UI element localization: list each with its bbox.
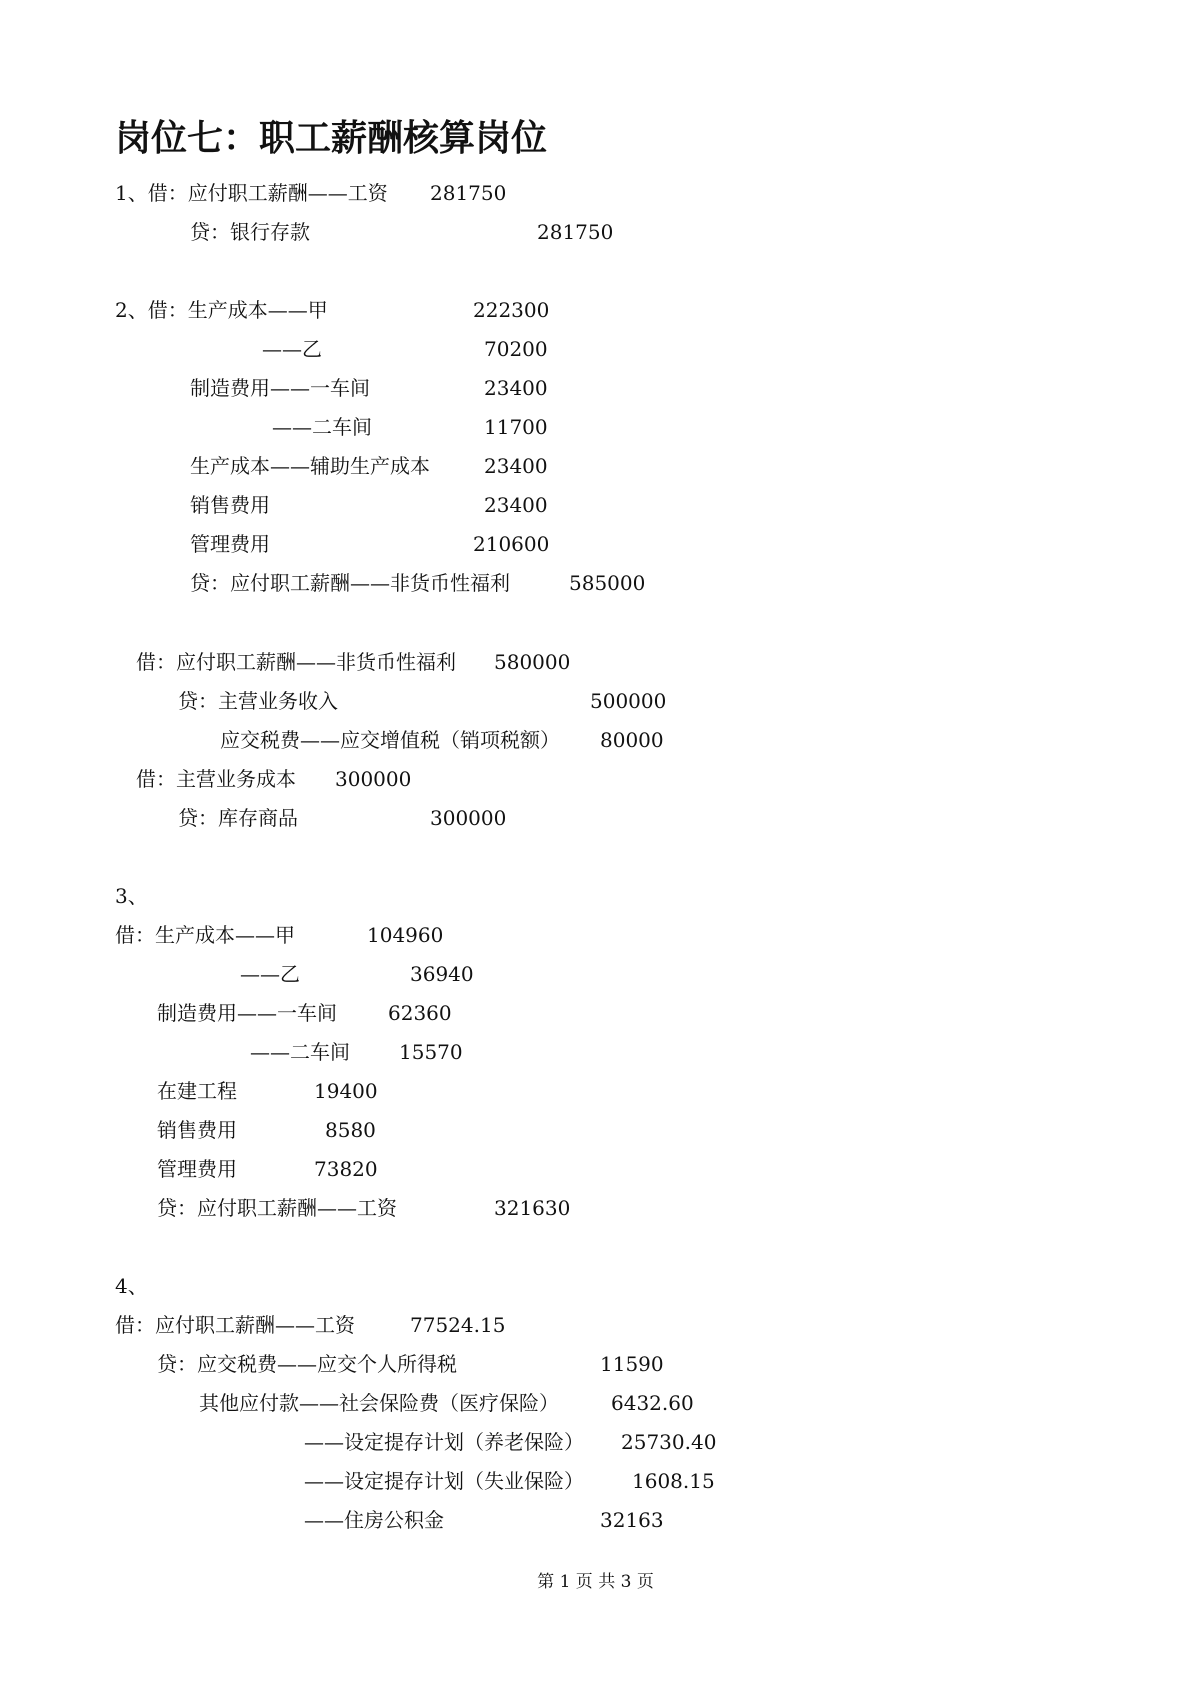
entry-3-line-6-amount: 8580 [325,1118,376,1142]
entry-3-line-2-label: ——乙 [240,962,300,986]
entry-2-line-3-amount: 23400 [484,376,548,400]
entry-1-credit-amount: 281750 [537,220,614,244]
entry-3-line-1-label: 借：生产成本——甲 [115,923,295,947]
entry-2-line-5-label: 生产成本——辅助生产成本 [190,454,430,478]
entry-4-line-6-amount: 32163 [600,1508,664,1532]
entry-2-line-11-amount: 80000 [600,728,664,752]
entry-2-line-13-amount: 300000 [430,806,507,830]
entry-4-line-6-label: ——住房公积金 [304,1508,444,1532]
entry-4-number: 4、 [115,1274,148,1298]
page-title: 岗位七：职工薪酬核算岗位 [115,117,548,159]
entry-3-line-7-label: 管理费用 [157,1157,237,1181]
entry-2-line-12-label: 借：主营业务成本 [136,767,296,791]
entry-3-line-7-amount: 73820 [314,1157,378,1181]
entry-2-line-7-label: 管理费用 [190,532,270,556]
entry-1-debit-amount: 281750 [430,181,507,205]
entry-4-line-5-amount: 1608.15 [632,1469,715,1493]
entry-2-line-9-amount: 580000 [494,650,571,674]
entry-4-line-2-amount: 11590 [600,1352,664,1376]
entry-4-line-3-amount: 6432.60 [611,1391,694,1415]
entry-3-number: 3、 [115,884,148,908]
entry-4-line-1-amount: 77524.15 [410,1313,506,1337]
entry-3-line-3-label: 制造费用——一车间 [157,1001,337,1025]
entry-2-line-1-amount: 222300 [473,298,550,322]
entry-4-line-3-label: 其他应付款——社会保险费（医疗保险） [199,1391,559,1415]
entry-2-line-6-amount: 23400 [484,493,548,517]
entry-2-line-6-label: 销售费用 [190,493,270,517]
entry-3-line-5-label: 在建工程 [157,1079,237,1103]
entry-3-line-8-amount: 321630 [494,1196,571,1220]
entry-2-line-2-amount: 70200 [484,337,548,361]
entry-3-line-8-label: 贷：应付职工薪酬——工资 [157,1196,397,1220]
entry-1-debit-label: 1、借：应付职工薪酬——工资 [115,181,388,205]
entry-2-line-9-label: 借：应付职工薪酬——非货币性福利 [136,650,456,674]
entry-2-line-2-label: ——乙 [262,337,322,361]
entry-3-line-2-amount: 36940 [410,962,474,986]
entry-2-line-1-label: 2、借：生产成本——甲 [115,298,328,322]
entry-2-line-7-amount: 210600 [473,532,550,556]
entry-4-line-1-label: 借：应付职工薪酬——工资 [115,1313,355,1337]
entry-4-line-4-label: ——设定提存计划（养老保险） [304,1430,584,1454]
entry-1-credit-label: 贷：银行存款 [190,220,310,244]
entry-2-line-13-label: 贷：库存商品 [178,806,298,830]
entry-2-line-8-label: 贷：应付职工薪酬——非货币性福利 [190,571,510,595]
entry-2-line-4-label: ——二车间 [272,415,372,439]
entry-2-line-11-label: 应交税费——应交增值税（销项税额） [220,728,560,752]
entry-3-line-4-label: ——二车间 [250,1040,350,1064]
entry-2-line-12-amount: 300000 [335,767,412,791]
entry-2-line-10-label: 贷：主营业务收入 [178,689,338,713]
entry-2-line-8-amount: 585000 [569,571,646,595]
entry-2-line-3-label: 制造费用——一车间 [190,376,370,400]
entry-3-line-1-amount: 104960 [367,923,444,947]
entry-3-line-4-amount: 15570 [399,1040,463,1064]
entry-2-line-5-amount: 23400 [484,454,548,478]
entry-4-line-5-label: ——设定提存计划（失业保险） [304,1469,584,1493]
entry-2-line-4-amount: 11700 [484,415,548,439]
entry-4-line-2-label: 贷：应交税费——应交个人所得税 [157,1352,457,1376]
entry-3-line-5-amount: 19400 [314,1079,378,1103]
entry-3-line-6-label: 销售费用 [157,1118,237,1142]
entry-4-line-4-amount: 25730.40 [621,1430,717,1454]
entry-3-line-3-amount: 62360 [388,1001,452,1025]
entry-2-line-10-amount: 500000 [590,689,667,713]
page-footer: 第 1 页 共 3 页 [537,1572,654,1592]
